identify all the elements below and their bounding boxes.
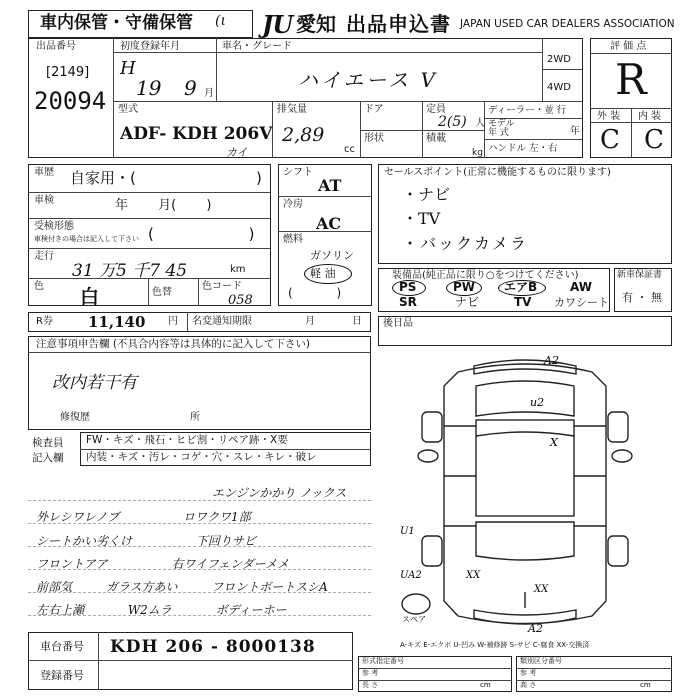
inspector-row-1: FW・キズ・飛石・ヒビ割・リペア跡・X要	[86, 434, 288, 446]
spec-right-2: 参 考	[520, 669, 537, 677]
equip-airbag: エアB	[504, 280, 538, 294]
color-code-value: 058	[228, 293, 253, 308]
tax-month: 月	[305, 316, 315, 327]
lot-label: 出品番号	[36, 41, 76, 52]
interior-label: 内 装	[638, 111, 662, 122]
model-value: ADF- KDH 206V	[120, 124, 273, 144]
mileage-label: 走行	[34, 251, 54, 262]
shape-label: 形状	[364, 133, 384, 144]
spec-right-cm: cm	[640, 681, 651, 689]
equip-sr: SR	[399, 295, 417, 309]
diagram-left: U1	[400, 526, 415, 537]
displacement-value: 2,89	[282, 124, 325, 146]
capacity-value: 2(5)	[438, 114, 467, 130]
warranty-label: 新車保証書	[617, 270, 663, 280]
displacement-unit: cc	[344, 144, 355, 155]
inherit-paren: ( )	[148, 225, 255, 243]
evaluation-score: R	[615, 55, 647, 104]
spec-left-2: 参 考	[362, 669, 379, 677]
notes-value: 改内若干有	[52, 373, 137, 393]
diagram-top: A2	[544, 354, 559, 367]
inspector-line-1: エンジンかかり ノックス	[212, 486, 347, 500]
diagram-spare: スペア	[402, 615, 426, 624]
equip-ps: PS	[399, 280, 417, 294]
registration-era: H	[120, 58, 136, 79]
storage-label: 車内保管・守備保管	[40, 13, 193, 33]
car-damage-diagram	[378, 346, 672, 636]
spec-left-cm: cm	[480, 681, 491, 689]
registration-month-unit: 月	[204, 88, 214, 99]
equip-tv: TV	[514, 295, 532, 309]
registration-year: 19	[136, 76, 162, 100]
diagram-left2: UA2	[400, 570, 422, 581]
exterior-label: 外 装	[597, 111, 621, 122]
warranty-value: 有 ・ 無	[622, 291, 662, 304]
chassis-label: 車台番号	[40, 640, 84, 653]
color-change-label: 色替	[152, 287, 172, 298]
recycle-unit: 円	[168, 316, 178, 327]
inspector-line-2: 外レシワレノブ ロワクワ1部	[36, 510, 251, 524]
inspector-label-1: 検査員	[32, 437, 64, 449]
carname-label: 車名・グレード	[222, 41, 292, 52]
equipment-label: 装備品(純正品に限り○をつけてください)	[392, 270, 579, 281]
inherit-note: 車検付きの場合は記入して下さい	[34, 235, 139, 243]
evaluation-label: 評 価 点	[610, 41, 647, 52]
lot-small: [2149]	[46, 65, 90, 80]
model-label: 型式	[118, 104, 138, 115]
mileage-unit: km	[230, 264, 246, 275]
chassis-value: KDH 206 - 8000138	[110, 637, 316, 657]
selling-points-label: セールスポイント(正常に機能するものに限ります)	[384, 167, 611, 178]
displacement-label: 排気量	[277, 104, 307, 115]
form-title: 出品申込書	[346, 12, 451, 36]
inspector-line-4: フロントアア 右ワイフェンダーメメ	[36, 557, 290, 571]
model-sub: カイ	[226, 146, 248, 159]
fuel-gasoline: ガソリン	[310, 249, 354, 262]
spec-left-3: 長 さ	[362, 681, 379, 689]
load-kg: kg	[472, 148, 483, 158]
interior-score: C	[644, 125, 664, 155]
shaken-label: 車検	[34, 195, 54, 206]
notes-label: 注意事項申告欄 (不具合内容等は具体的に記入して下さい)	[36, 338, 311, 350]
history-value: 自家用・(	[70, 169, 136, 187]
storage-note: (ι	[215, 13, 226, 29]
drive-2wd: 2WD	[547, 54, 571, 65]
repair-close: 所	[190, 412, 200, 423]
diagram-legend: A-キズ E-エクボ U-凹み W-補修跡 S-サビ C-腐食 XX-交換済	[400, 641, 590, 649]
model-year-label: モデル 年 式	[488, 119, 515, 138]
shift-label: シフト	[283, 167, 313, 178]
diagram-top-inner: u2	[530, 396, 545, 409]
fuel-label: 燃料	[283, 234, 303, 245]
inherit-label: 受検形態	[34, 221, 74, 232]
ju-logo: JU	[262, 10, 293, 39]
capacity-unit: 人	[475, 118, 485, 129]
mileage-value: 31 万5 千7 45	[72, 261, 188, 281]
doors-label: ドア	[364, 104, 384, 115]
cooler-label: 冷房	[283, 199, 303, 210]
reg-number-label: 登録番号	[40, 669, 84, 682]
inspector-label-2: 記入欄	[32, 452, 64, 464]
spec-left-1: 形式指定番号	[362, 657, 404, 665]
equip-navi: ナビ	[455, 295, 480, 309]
inspector-row-2: 内装・キズ・汚レ・コゲ・穴・スレ・キレ・破レ	[86, 451, 317, 463]
load-label: 積載	[426, 133, 446, 144]
association-name: JAPAN USED CAR DEALERS ASSOCIATION	[460, 18, 675, 30]
dealer-label: ディーラー・並 行	[488, 105, 567, 116]
tax-label: 名変通知期限	[192, 316, 252, 327]
repair-label: 修復歴	[60, 412, 90, 423]
drive-4wd: 4WD	[547, 82, 571, 93]
equip-seat: カワシート	[554, 296, 609, 309]
diagram-left-xx: XX	[466, 570, 481, 581]
after-date-label: 後日品	[383, 318, 413, 329]
tax-day: 日	[352, 316, 362, 327]
shift-value: AT	[318, 176, 342, 195]
inspector-line-3: シートかい劣くけ 下回りサビ	[36, 534, 256, 548]
diagram-bottom: A2	[528, 622, 543, 635]
equip-pw: PW	[453, 280, 476, 294]
color-label: 色	[34, 281, 44, 292]
recycle-value: 11,140	[88, 313, 146, 331]
shaken-value: 年 月( )	[115, 198, 212, 213]
color-value: 白	[80, 286, 100, 308]
selling-point-3: ・バックカメラ	[402, 234, 529, 253]
inspector-line-6: 左右上瀬 W2ムラ ボディーホー	[36, 603, 287, 617]
diagram-bottom-xx: XX	[534, 584, 549, 595]
history-close: )	[256, 169, 262, 187]
spec-right-3: 高 さ	[520, 681, 537, 689]
spec-right-1: 類別区分番号	[520, 657, 562, 665]
handle-label: ハンドル 左・右	[488, 143, 558, 154]
model-year-unit: 年	[570, 126, 580, 137]
fuel-paren: ( )	[288, 286, 342, 300]
color-code-label: 色コード	[202, 281, 242, 292]
recycle-label: R券	[36, 316, 53, 327]
equip-aw: AW	[570, 280, 592, 294]
selling-point-1: ・ナビ	[402, 185, 451, 204]
diagram-mid: X	[550, 436, 558, 449]
lot-number: 20094	[34, 87, 107, 115]
cooler-value: AC	[316, 214, 342, 233]
inspector-line-5: 前部気 ガラス方あい フロントボートスシA	[36, 580, 328, 594]
org-name: 愛知	[296, 12, 336, 36]
history-label: 車歴	[34, 167, 54, 178]
exterior-score: C	[600, 125, 620, 155]
fuel-diesel: 軽 油	[310, 267, 336, 280]
selling-point-2: ・TV	[402, 209, 441, 228]
after-date-box	[378, 316, 672, 346]
carname-value: ハイエース V	[298, 68, 439, 92]
capacity-label: 定員	[426, 104, 446, 115]
registration-label: 初度登録年月	[120, 41, 180, 52]
registration-month: 9	[184, 76, 197, 100]
